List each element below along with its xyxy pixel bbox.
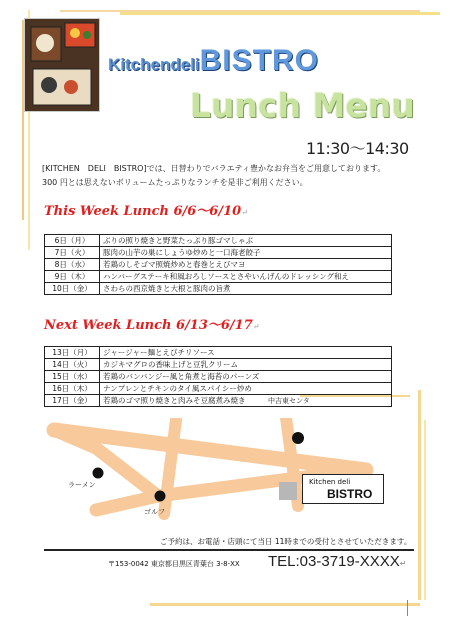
paragraph-mark: ↵: [241, 208, 248, 217]
dish-cell: 豚肉の山芋の巣にしょうゆ炒めと一口海老餃子: [100, 247, 392, 259]
day-cell: 16日（木）: [45, 383, 100, 395]
divider: [44, 549, 414, 551]
dish-cell: ナンプレンとチキンのタイ風スパイシー炒め: [100, 383, 392, 395]
text-cursor: [407, 600, 408, 616]
phone-text: TEL:03-3719-XXXX: [268, 553, 400, 570]
day-cell: 17日（金）: [45, 395, 100, 407]
ramen-marker: [93, 468, 104, 479]
golf-marker: [155, 491, 166, 502]
intro-line: [KITCHEN DELI BISTRO]では、日替わりでバラエティ豊かなお弁当をご用意しております。: [42, 164, 386, 173]
table-row: [45, 395, 392, 407]
table-row: [45, 259, 392, 271]
dish-cell: 若鶏のバンバンジー風と角煮と海苔のパーンズ: [100, 371, 392, 383]
day-cell: 10日（金）: [45, 283, 100, 295]
shop-location-box: [302, 474, 384, 504]
dish-cell: カジキマグロの香味上げと豆乳クリーム: [100, 359, 392, 371]
day-cell: 8日（水）: [45, 259, 100, 271]
bento-photo: [24, 18, 100, 112]
dish-cell: 若鶏のゴマ照り焼きと肉みそ豆腐煮み焼き: [100, 395, 392, 407]
phone-number: [268, 553, 406, 570]
intro-text: [42, 162, 422, 190]
building-block: [279, 482, 297, 500]
day-cell: 14日（火）: [45, 359, 100, 371]
dish-cell: ジャージャー麺とえびチリソース: [100, 347, 392, 359]
shop-address: 〒153-0042 東京都目黒区青葉台 3-8-XX: [108, 560, 240, 568]
table-row: [45, 371, 392, 383]
frame-line: [424, 420, 426, 600]
brand-big: BISTRO: [199, 44, 319, 77]
paragraph-mark: ↵: [252, 322, 260, 331]
shop-label-big: BISTRO: [327, 487, 373, 501]
day-cell: 9日（木）: [45, 271, 100, 283]
this-week-menu-table: [44, 234, 392, 295]
day-cell: 15日（水）: [45, 371, 100, 383]
next-week-title-text: Next Week Lunch 6/13～6/17: [44, 318, 253, 333]
table-row: [45, 235, 392, 247]
map-label-golf: ゴルフ: [144, 508, 165, 516]
day-cell: 7日（火）: [45, 247, 100, 259]
business-hours: 11:30～14:30: [306, 139, 409, 158]
table-row: [45, 359, 392, 371]
dish-cell: 若鶏のしそゴマ照焼炒めと春巻とえびマヨ: [100, 259, 392, 271]
frame-line: [150, 603, 420, 606]
intro-line: 300 円とは思えないボリュームたっぷりなランチを是非ご利用ください。: [42, 178, 308, 187]
paragraph-mark: ↵: [399, 559, 407, 568]
brand-logo: [108, 44, 408, 84]
lunch-menu-heading: Lunch Menu: [190, 86, 415, 125]
table-row: [45, 347, 392, 359]
map-label-ramen: ラーメン: [68, 481, 96, 489]
day-cell: 13日（月）: [45, 347, 100, 359]
table-row: [45, 283, 392, 295]
frame-line: [120, 12, 440, 15]
this-week-title: [44, 200, 248, 219]
table-row: [45, 383, 392, 395]
next-week-menu-table: [44, 346, 392, 407]
dish-cell: さわらの西京焼きと大根と豚肉の旨煮: [100, 283, 392, 295]
dish-cell: ハンバーグステーキ和風おろしソースとさやいんげんのドレッシング和え: [100, 271, 392, 283]
day-cell: 6日（月）: [45, 235, 100, 247]
next-week-title: [44, 314, 259, 333]
table-row: [45, 247, 392, 259]
center-marker: [292, 432, 304, 444]
shop-label-small: Kitchen deli: [309, 478, 351, 486]
access-map: [36, 418, 416, 528]
frame-line: [418, 390, 421, 600]
dish-cell: ぶりの照り焼きと野菜たっぷり豚ゴマしゃぶ: [100, 235, 392, 247]
map-label-center: 中吉東センタ: [268, 397, 310, 405]
this-week-title-text: This Week Lunch 6/6～6/10: [44, 204, 242, 219]
table-row: [45, 271, 392, 283]
brand-small: Kitchendeli: [108, 55, 200, 74]
reservation-note: ご予約は、お電話・店頭にて当日 11時までの受付とさせていただきます。: [160, 537, 412, 546]
